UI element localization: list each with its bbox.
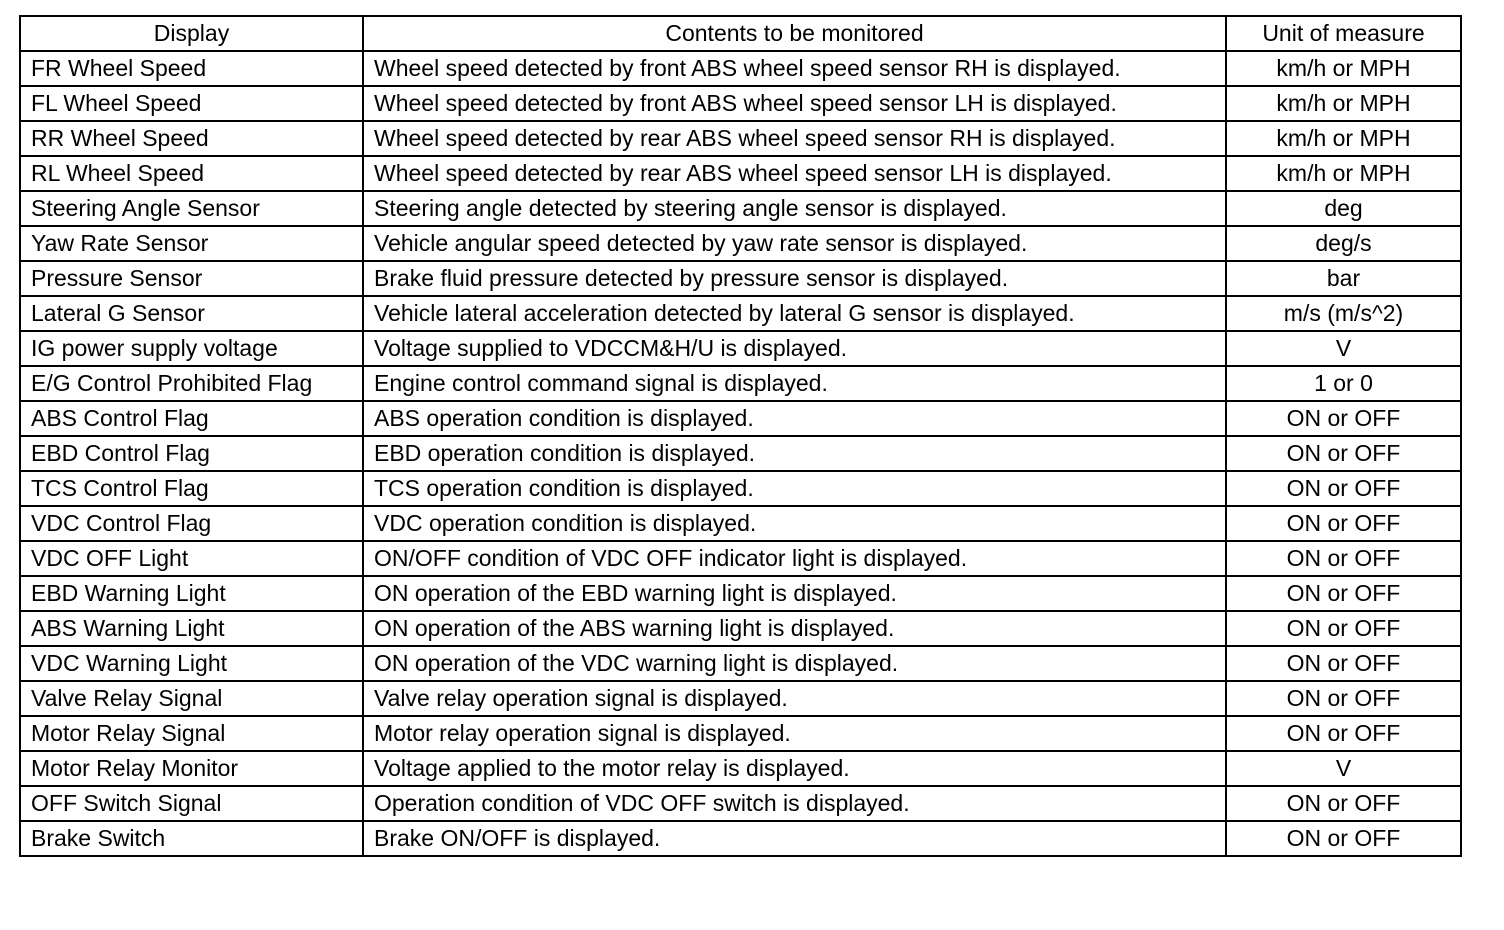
cell-unit: 1 or 0 xyxy=(1226,366,1461,401)
cell-contents: Wheel speed detected by rear ABS wheel speed sensor LH is displayed. xyxy=(363,156,1226,191)
header-contents: Contents to be monitored xyxy=(363,16,1226,51)
cell-unit: ON or OFF xyxy=(1226,646,1461,681)
header-unit: Unit of measure xyxy=(1226,16,1461,51)
cell-contents: Valve relay operation signal is displayed. xyxy=(363,681,1226,716)
cell-contents: Wheel speed detected by rear ABS wheel speed sensor RH is displayed. xyxy=(363,121,1226,156)
cell-contents: ABS operation condition is displayed. xyxy=(363,401,1226,436)
cell-display: Brake Switch xyxy=(20,821,363,856)
table-header-row xyxy=(20,16,1461,51)
table-row xyxy=(20,576,1461,611)
cell-display: ABS Control Flag xyxy=(20,401,363,436)
cell-unit: V xyxy=(1226,751,1461,786)
cell-display: VDC OFF Light xyxy=(20,541,363,576)
cell-unit: km/h or MPH xyxy=(1226,86,1461,121)
cell-unit: ON or OFF xyxy=(1226,401,1461,436)
cell-display: IG power supply voltage xyxy=(20,331,363,366)
data-monitor-table xyxy=(19,15,1462,857)
table-row xyxy=(20,611,1461,646)
cell-display: VDC Warning Light xyxy=(20,646,363,681)
cell-display: Lateral G Sensor xyxy=(20,296,363,331)
cell-contents: TCS operation condition is displayed. xyxy=(363,471,1226,506)
cell-contents: Brake fluid pressure detected by pressure sensor is displayed. xyxy=(363,261,1226,296)
cell-contents: Brake ON/OFF is displayed. xyxy=(363,821,1226,856)
cell-display: FL Wheel Speed xyxy=(20,86,363,121)
table-row xyxy=(20,366,1461,401)
cell-display: RL Wheel Speed xyxy=(20,156,363,191)
table-row xyxy=(20,751,1461,786)
table-row xyxy=(20,646,1461,681)
table-row xyxy=(20,716,1461,751)
table-body xyxy=(20,51,1461,856)
cell-display: RR Wheel Speed xyxy=(20,121,363,156)
table-row xyxy=(20,261,1461,296)
table-row xyxy=(20,226,1461,261)
table-row xyxy=(20,191,1461,226)
cell-unit: km/h or MPH xyxy=(1226,156,1461,191)
cell-display: FR Wheel Speed xyxy=(20,51,363,86)
cell-unit: ON or OFF xyxy=(1226,681,1461,716)
cell-contents: Operation condition of VDC OFF switch is displayed. xyxy=(363,786,1226,821)
cell-contents: Motor relay operation signal is displayed. xyxy=(363,716,1226,751)
table-row xyxy=(20,786,1461,821)
cell-contents: Wheel speed detected by front ABS wheel speed sensor LH is displayed. xyxy=(363,86,1226,121)
cell-contents: EBD operation condition is displayed. xyxy=(363,436,1226,471)
cell-contents: VDC operation condition is displayed. xyxy=(363,506,1226,541)
cell-display: E/G Control Prohibited Flag xyxy=(20,366,363,401)
cell-unit: m/s (m/s^2) xyxy=(1226,296,1461,331)
table-row xyxy=(20,541,1461,576)
cell-display: TCS Control Flag xyxy=(20,471,363,506)
cell-contents: Voltage supplied to VDCCM&H/U is displayed. xyxy=(363,331,1226,366)
table-row xyxy=(20,681,1461,716)
cell-contents: Steering angle detected by steering angle sensor is displayed. xyxy=(363,191,1226,226)
cell-contents: Wheel speed detected by front ABS wheel speed sensor RH is displayed. xyxy=(363,51,1226,86)
cell-unit: ON or OFF xyxy=(1226,576,1461,611)
cell-unit: ON or OFF xyxy=(1226,611,1461,646)
cell-contents: Voltage applied to the motor relay is displayed. xyxy=(363,751,1226,786)
cell-unit: deg xyxy=(1226,191,1461,226)
table-row xyxy=(20,821,1461,856)
table-row xyxy=(20,296,1461,331)
cell-display: OFF Switch Signal xyxy=(20,786,363,821)
cell-contents: ON operation of the EBD warning light is displayed. xyxy=(363,576,1226,611)
cell-display: Valve Relay Signal xyxy=(20,681,363,716)
cell-unit: ON or OFF xyxy=(1226,541,1461,576)
cell-unit: km/h or MPH xyxy=(1226,51,1461,86)
cell-contents: ON operation of the ABS warning light is displayed. xyxy=(363,611,1226,646)
cell-contents: Vehicle angular speed detected by yaw rate sensor is displayed. xyxy=(363,226,1226,261)
cell-unit: ON or OFF xyxy=(1226,436,1461,471)
table-row xyxy=(20,331,1461,366)
table-row xyxy=(20,436,1461,471)
cell-contents: ON/OFF condition of VDC OFF indicator light is displayed. xyxy=(363,541,1226,576)
cell-unit: V xyxy=(1226,331,1461,366)
table-row xyxy=(20,156,1461,191)
table-row xyxy=(20,506,1461,541)
cell-display: Motor Relay Monitor xyxy=(20,751,363,786)
cell-contents: ON operation of the VDC warning light is displayed. xyxy=(363,646,1226,681)
cell-display: EBD Warning Light xyxy=(20,576,363,611)
cell-display: Pressure Sensor xyxy=(20,261,363,296)
cell-contents: Vehicle lateral acceleration detected by lateral G sensor is displayed. xyxy=(363,296,1226,331)
cell-display: Motor Relay Signal xyxy=(20,716,363,751)
cell-display: ABS Warning Light xyxy=(20,611,363,646)
cell-unit: ON or OFF xyxy=(1226,471,1461,506)
cell-display: EBD Control Flag xyxy=(20,436,363,471)
cell-unit: km/h or MPH xyxy=(1226,121,1461,156)
cell-unit: bar xyxy=(1226,261,1461,296)
table-row xyxy=(20,86,1461,121)
table-row xyxy=(20,51,1461,86)
table-row xyxy=(20,401,1461,436)
cell-display: Yaw Rate Sensor xyxy=(20,226,363,261)
cell-display: Steering Angle Sensor xyxy=(20,191,363,226)
cell-unit: ON or OFF xyxy=(1226,821,1461,856)
cell-unit: deg/s xyxy=(1226,226,1461,261)
cell-unit: ON or OFF xyxy=(1226,786,1461,821)
table-row xyxy=(20,471,1461,506)
cell-unit: ON or OFF xyxy=(1226,716,1461,751)
cell-contents: Engine control command signal is displayed. xyxy=(363,366,1226,401)
cell-unit: ON or OFF xyxy=(1226,506,1461,541)
cell-display: VDC Control Flag xyxy=(20,506,363,541)
table-row xyxy=(20,121,1461,156)
header-display: Display xyxy=(20,16,363,51)
